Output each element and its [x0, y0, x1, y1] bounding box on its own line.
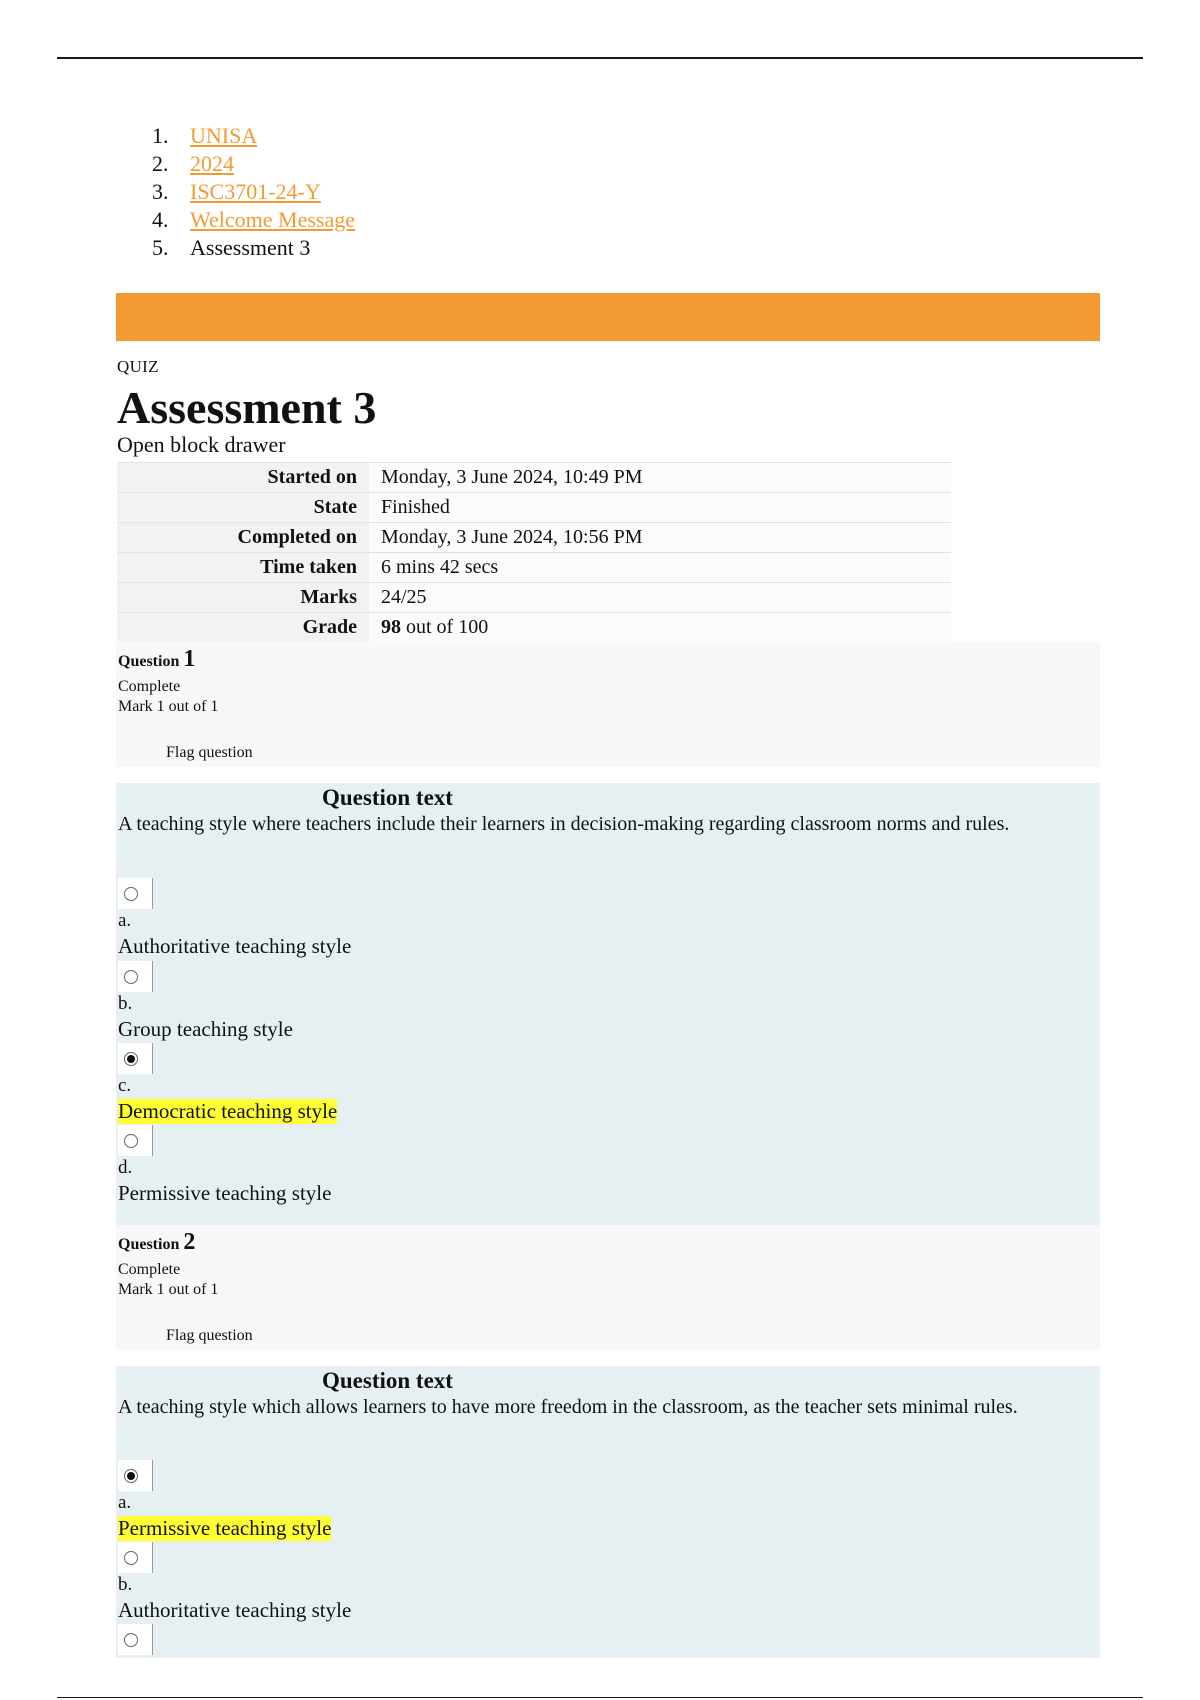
radio-button[interactable]: [124, 1633, 138, 1647]
summary-value: Finished: [369, 493, 951, 523]
flag-question-button[interactable]: Flag question: [166, 1327, 253, 1344]
question-mark: Mark 1 out of 1: [118, 1281, 219, 1298]
page-header-banner: [116, 293, 1100, 341]
summary-value: Monday, 3 June 2024, 10:56 PM: [369, 523, 951, 553]
answer-letter: b.: [118, 993, 133, 1014]
page-title: Assessment 3: [117, 382, 377, 433]
answer-option[interactable]: [118, 1125, 618, 1207]
answer-option[interactable]: [118, 1624, 618, 1656]
answer-option-selected[interactable]: [118, 1460, 618, 1542]
question-number: Question 2: [118, 1229, 196, 1255]
question-status: Complete: [118, 678, 181, 695]
answer-label: Group teaching style: [118, 1017, 293, 1041]
breadcrumb: [152, 122, 355, 262]
summary-row: [117, 553, 951, 583]
summary-row: [117, 523, 951, 553]
summary-row: [117, 583, 951, 613]
breadcrumb-item: 4. Welcome Message: [152, 207, 355, 232]
breadcrumb-current: Assessment 3: [190, 235, 311, 260]
flag-question-button[interactable]: Flag question: [166, 744, 253, 761]
radio-button[interactable]: [124, 970, 138, 984]
question-content: [116, 1366, 1100, 1658]
breadcrumb-item: 3. ISC3701-24-Y: [152, 179, 321, 204]
answer-option[interactable]: [118, 878, 618, 960]
answer-label: Permissive teaching style: [118, 1181, 332, 1205]
answer-option[interactable]: [118, 961, 618, 1043]
summary-row: [117, 613, 951, 643]
answer-label: Authoritative teaching style: [118, 934, 352, 958]
answer-option[interactable]: [118, 1542, 618, 1624]
answer-label-highlighted: Permissive teaching style: [118, 1516, 332, 1540]
question-text-heading: Question text: [322, 1368, 453, 1393]
question-number: Question 1: [118, 646, 196, 672]
question-status: Complete: [118, 1261, 181, 1278]
summary-value: 6 mins 42 secs: [369, 553, 951, 583]
summary-label: Completed on: [117, 523, 369, 553]
answer-label-highlighted: Democratic teaching style: [118, 1099, 338, 1123]
answer-letter: b.: [118, 1574, 133, 1595]
summary-label: Started on: [117, 463, 369, 493]
summary-row: [117, 493, 951, 523]
answer-label: Authoritative teaching style: [118, 1598, 352, 1622]
breadcrumb-link-unisa[interactable]: UNISA: [190, 123, 258, 148]
radio-button[interactable]: [124, 887, 138, 901]
summary-row: [117, 463, 951, 493]
top-rule: [57, 57, 1143, 59]
answer-letter: a.: [118, 1492, 132, 1513]
breadcrumb-item: 5. Assessment 3: [152, 235, 311, 260]
answer-letter: d.: [118, 1157, 133, 1178]
question-prompt: A teaching style which allows learners to have more freedom in the classroom, as the teacher sets minimal rules.: [118, 1396, 1018, 1418]
grade-suffix: out of 100: [401, 616, 489, 638]
summary-value: [369, 613, 951, 643]
breadcrumb-item: 1. UNISA: [152, 123, 258, 148]
summary-value: 24/25: [369, 583, 951, 613]
summary-label: Grade: [117, 613, 369, 643]
page-type-label: QUIZ: [117, 357, 159, 376]
summary-value: Monday, 3 June 2024, 10:49 PM: [369, 463, 951, 493]
question-mark: Mark 1 out of 1: [118, 698, 219, 715]
radio-button-checked[interactable]: [124, 1052, 138, 1066]
breadcrumb-item: 2. 2024: [152, 151, 234, 176]
attempt-summary-table: [117, 462, 951, 643]
open-block-drawer-button[interactable]: Open block drawer: [117, 432, 286, 457]
breadcrumb-link-course[interactable]: ISC3701-24-Y: [190, 179, 321, 204]
question-content: [116, 783, 1100, 1225]
answer-letter: c.: [118, 1075, 132, 1096]
radio-button-checked[interactable]: [124, 1469, 138, 1483]
summary-label: State: [117, 493, 369, 523]
answer-letter: a.: [118, 910, 132, 931]
question-info: [116, 642, 1100, 767]
bottom-rule: [57, 1697, 1143, 1698]
grade-value: 98: [381, 616, 401, 638]
question-info: [116, 1225, 1100, 1350]
summary-label: Time taken: [117, 553, 369, 583]
radio-button[interactable]: [124, 1551, 138, 1565]
breadcrumb-link-welcome[interactable]: Welcome Message: [190, 207, 355, 232]
breadcrumb-link-year[interactable]: 2024: [190, 151, 234, 176]
question-prompt: A teaching style where teachers include their learners in decision-making regarding classroom norms and rules.: [118, 813, 1010, 835]
summary-label: Marks: [117, 583, 369, 613]
answer-option-selected[interactable]: [118, 1043, 618, 1125]
radio-button[interactable]: [124, 1134, 138, 1148]
question-text-heading: Question text: [322, 785, 453, 810]
